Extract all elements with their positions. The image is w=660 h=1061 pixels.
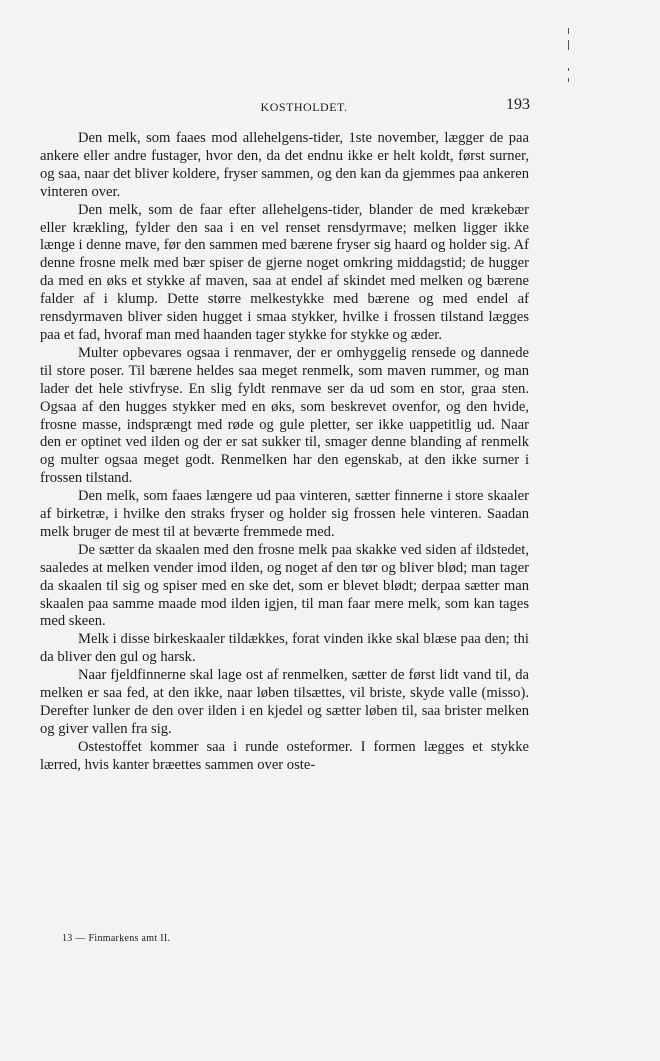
paragraph-8: Ostestoffet kommer saa i runde osteformer. I formen lægges et stykke lærred, hvis kanter bræettes sammen over oste- <box>40 738 529 773</box>
paragraph-1: Den melk, som faaes mod allehelgens-tider, 1ste november, lægger de paa ankere eller andre fustager, hvor den, da det endnu ikke er helt koldt, først surner, og saa, naar det bliver koldere, fryser sammen, og den kan da gjemmes paa ankeren vinteren over. <box>40 130 529 200</box>
paragraph-7: Naar fjeldfinnerne skal lage ost af renmelken, sætter de først lidt vand til, da melken er saa fed, at den ikke, naar løben tilsættes, vil briste, skyde valle (misso). Derefter lunker de den over ilden i en kjedel og sætter løben til, saa brister melken og giver vallen fra sig. <box>40 667 529 737</box>
page-header <box>78 96 530 116</box>
margin-marks <box>568 28 572 88</box>
running-title: KOSTHOLDET. <box>260 100 348 114</box>
signature-mark: 13 — Finmarkens amt II. <box>62 933 171 944</box>
paragraph-2: Den melk, som de faar efter allehelgens-tider, blander de med krækebær eller krækling, fylder den saa i en vel renset rensdyrmave; melken ligger ikke længe i denne mave, før den sammen med bærene fryser sig haard og holder sig. Af denne frosne melk med bær spiser de gjerne noget omkring middagstid; de hugger da med en øks et stykke af maven, saa at endel af skindet med melken og bærene falder af i klump. Dette større melkestykke med bærene og med endel af rensdyrmaven bliver siden hugget i smaa stykker, hvilke i frossen tilstand lægges paa et fad, hvoraf man med haanden tager stykke for stykke og æder. <box>40 201 529 343</box>
paragraph-5: De sætter da skaalen med den frosne melk paa skakke ved siden af ildstedet, saaledes at melken vender imod ilden, og noget af den tør og bliver blød; man tager da skaalen til sig og spiser med en ske det, som er blevet blødt; derpaa sætter man skaalen paa samme maade mod ilden igjen, til man faar mere melk, som kan tages med skeen. <box>40 541 529 630</box>
body-text <box>40 130 529 775</box>
paragraph-6: Melk i disse birkeskaaler tildækkes, forat vinden ikke skal blæse paa den; thi da bliver den gul og harsk. <box>40 631 529 666</box>
paragraph-3: Multer opbevares ogsaa i renmaver, der er omhyggelig rensede og dannede til store poser. Til bærene heldes saa meget renmelk, som maven rummer, og man lader det hele stivfryse. En slig fyldt renmave ser da ud som en stor, graa sten. Ogsaa af den hugges stykker med en øks, som beskrevet ovenfor, og den hvide, frosne masse, indsprængt med røde og gule pletter, ser ikke uappetitlig ud. Naar den er optinet ved ilden og der er sat sukker til, smager denne blanding af renmelk og multer ogsaa meget godt. Renmelken har den egenskab, at den ikke surner i frossen tilstand. <box>40 344 529 487</box>
paragraph-4: Den melk, som faaes længere ud paa vinteren, sætter finnerne i store skaaler af birketræ, i hvilke den straks fryser og holder sig frossen hele vinteren. Saadan melk bruger de mest til at beværte fremmede med. <box>40 488 529 540</box>
page-number: 193 <box>506 96 530 113</box>
